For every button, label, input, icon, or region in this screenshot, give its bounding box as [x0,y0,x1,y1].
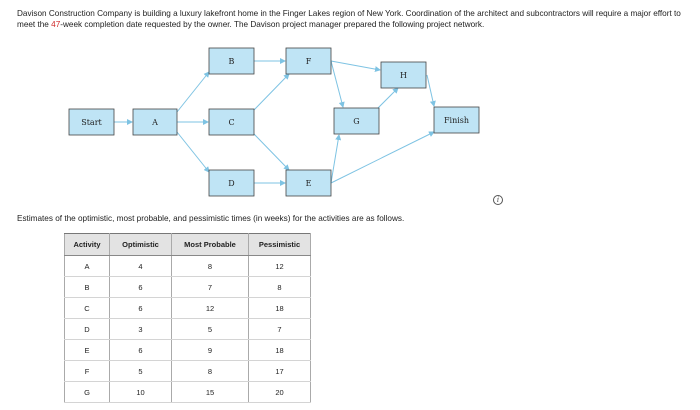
cell-optimistic: 6 [110,298,172,319]
cell-optimistic: 6 [110,340,172,361]
table-row [65,340,311,361]
cell-activity: F [65,361,110,382]
intro-text-before: Davison Construction Company is building a luxury lakefront home in the Finger Lakes region of New York. Coordination of the architect and subcontractors will require a major effort to meet the [17,9,681,29]
cell-most-probable: 15 [172,382,249,403]
estimates-text: Estimates of the optimistic, most probable, and pessimistic times (in weeks) for the activities are as follows. [17,214,405,223]
node-finish-label: Finish [443,116,470,125]
table-header-row [65,234,311,256]
cell-most-probable: 8 [172,256,249,277]
cell-most-probable: 9 [172,340,249,361]
edge-a-d [177,132,209,172]
header-pessimistic: Pessimistic [249,234,311,256]
table-row [65,361,311,382]
edge-g-h [378,88,398,108]
header-activity: Activity [65,234,110,256]
header-optimistic: Optimistic [110,234,172,256]
edge-e-g [331,135,339,183]
cell-most-probable: 8 [172,361,249,382]
cell-optimistic: 4 [110,256,172,277]
table-row [65,319,311,340]
edge-a-b [177,72,209,112]
cell-pessimistic: 17 [249,361,311,382]
node-c-label: C [228,118,235,127]
node-a-label: A [152,118,158,127]
cell-pessimistic: 18 [249,298,311,319]
intro-text-after: -week completion date requested by the owner. The Davison project manager prepared the following project network. [60,20,485,29]
node-f-label: F [305,57,312,66]
node-d-label: D [228,179,235,188]
cell-activity: C [65,298,110,319]
cell-most-probable: 12 [172,298,249,319]
cell-activity: E [65,340,110,361]
cell-optimistic: 6 [110,277,172,298]
table-row [65,277,311,298]
node-e-label: E [305,179,312,188]
edge-h-finish [427,75,434,106]
cell-most-probable: 5 [172,319,249,340]
cell-activity: B [65,277,110,298]
cell-optimistic: 10 [110,382,172,403]
cell-pessimistic: 20 [249,382,311,403]
cell-pessimistic: 18 [249,340,311,361]
header-most-probable: Most Probable [172,234,249,256]
table-row [65,298,311,319]
table-row [65,382,311,403]
edge-f-g [331,61,343,107]
node-start-label: Start [81,118,102,127]
time-estimates-table [64,233,311,403]
edge-e-finish [331,132,434,183]
cell-pessimistic: 7 [249,319,311,340]
cell-pessimistic: 12 [249,256,311,277]
cell-most-probable: 7 [172,277,249,298]
info-icon[interactable]: i [493,195,503,205]
cell-activity: D [65,319,110,340]
edge-c-f [254,74,289,110]
node-h-label: H [400,71,407,80]
node-g-label: G [353,117,360,126]
table-row [65,256,311,277]
cell-optimistic: 5 [110,361,172,382]
completion-weeks: 47 [51,20,61,29]
edge-c-e [254,134,289,170]
edge-f-h [331,61,380,70]
cell-activity: G [65,382,110,403]
node-b-label: B [228,57,235,66]
cell-activity: A [65,256,110,277]
cell-optimistic: 3 [110,319,172,340]
cell-pessimistic: 8 [249,277,311,298]
